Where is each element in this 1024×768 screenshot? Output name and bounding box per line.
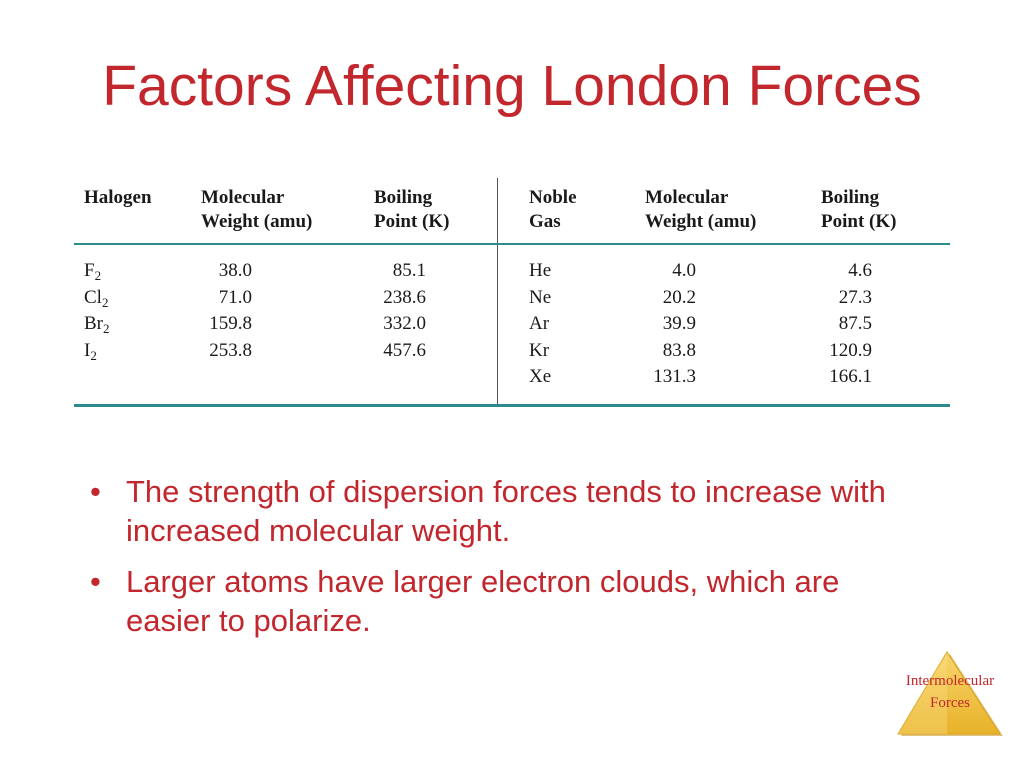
mw-value: 4.0 <box>672 260 696 281</box>
bp-value: 27.3 <box>838 286 872 308</box>
slide-title: Factors Affecting London Forces <box>102 54 922 118</box>
bp-value: 166.1 <box>829 366 872 387</box>
mw-value: 20.2 <box>662 286 696 308</box>
noble-gas-symbol: He <box>529 260 552 281</box>
mw-value: 253.8 <box>209 339 252 361</box>
halogen-bp-column <box>354 258 426 364</box>
bottom-rule <box>74 404 950 407</box>
header-line: Boiling <box>821 187 880 208</box>
bp-value: 4.6 <box>848 260 872 281</box>
header-line: Weight (amu) <box>201 211 313 232</box>
table-row <box>84 258 164 285</box>
header-line: Molecular <box>645 187 729 208</box>
halogen-mw-column <box>184 258 252 364</box>
halogen-symbol: F <box>84 260 95 281</box>
logo-text-line2: Forces <box>930 695 970 711</box>
mw-value: 83.8 <box>662 339 696 361</box>
subscript: 2 <box>101 294 109 310</box>
noble-gas-symbol: Ar <box>529 313 550 334</box>
header-rule <box>74 243 950 245</box>
halogen-symbol-column <box>84 258 164 364</box>
header-line: Point (K) <box>821 211 897 232</box>
mw-value: 39.9 <box>662 313 696 334</box>
bp-value: 457.6 <box>383 339 426 361</box>
mw-value: 131.3 <box>653 366 696 387</box>
header-noble-gas <box>529 186 577 234</box>
table-row <box>84 338 164 365</box>
noble-gas-symbol: Xe <box>529 366 552 387</box>
data-table <box>74 178 950 408</box>
subscript: 2 <box>90 347 97 363</box>
header-halogen <box>84 186 152 210</box>
header-line: Noble <box>529 187 577 208</box>
header-line: Weight (amu) <box>645 211 757 232</box>
bullet-item <box>86 472 906 550</box>
halogen-symbol: I <box>84 339 91 361</box>
mw-value: 38.0 <box>218 260 252 281</box>
noble-gas-symbol: Kr <box>529 339 550 361</box>
bp-value: 87.5 <box>838 313 872 334</box>
intermolecular-forces-logo <box>890 648 1010 738</box>
header-line: Halogen <box>84 187 152 208</box>
header-left-boiling-point <box>374 186 449 234</box>
table-row <box>84 311 164 338</box>
bp-value: 238.6 <box>383 286 426 308</box>
subscript: 2 <box>94 268 102 283</box>
bullet-list <box>86 472 906 652</box>
header-right-molecular-weight <box>645 186 756 234</box>
noble-gas-symbol-column <box>529 258 609 391</box>
header-right-boiling-point <box>821 186 896 234</box>
bullet-item <box>86 562 906 640</box>
bp-value: 85.1 <box>392 260 426 281</box>
subscript: 2 <box>103 321 110 336</box>
header-line: Molecular <box>201 187 285 208</box>
table-row <box>84 285 164 312</box>
header-line: Gas <box>529 211 561 232</box>
bp-value: 332.0 <box>383 313 426 334</box>
noble-gas-bp-column <box>804 258 872 391</box>
bullet-marker: • <box>90 564 101 599</box>
bp-value: 120.9 <box>829 339 872 361</box>
header-line: Boiling <box>374 187 433 208</box>
header-line: Point (K) <box>374 211 450 232</box>
noble-gas-mw-column <box>634 258 696 391</box>
logo-text-line1: Intermolecular <box>905 673 995 689</box>
halogen-symbol: Br <box>84 313 103 334</box>
bullet-text: The strength of dispersion forces tends to increase with increased molecular weight. <box>126 474 886 548</box>
bullet-text: Larger atoms have larger electron clouds, which are easier to polarize. <box>126 564 840 638</box>
bullet-marker: • <box>90 474 101 509</box>
header-left-molecular-weight <box>201 186 312 234</box>
column-divider <box>497 178 498 405</box>
triangle-logo-icon <box>890 648 1010 738</box>
mw-value: 71.0 <box>218 286 252 308</box>
halogen-symbol: Cl <box>84 286 102 308</box>
mw-value: 159.8 <box>209 313 252 334</box>
noble-gas-symbol: Ne <box>529 286 552 308</box>
